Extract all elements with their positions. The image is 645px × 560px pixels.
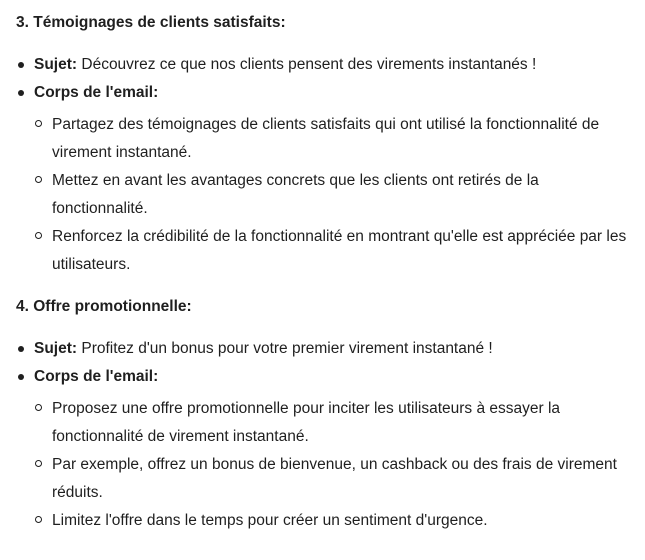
body-item <box>16 79 629 279</box>
email-details-list <box>16 51 629 279</box>
subject-item <box>16 335 629 363</box>
body-points-list <box>34 395 629 535</box>
section-heading: 3. Témoignages de clients satisfaits: <box>16 14 286 31</box>
subject-label: Sujet: <box>34 340 78 357</box>
list-item: Partagez des témoignages de clients satisfaits qui ont utilisé la fonctionnalité de virement instantané. <box>34 111 629 167</box>
body-label: Corps de l'email: <box>34 84 159 101</box>
section-heading: 4. Offre promotionnelle: <box>16 298 192 315</box>
section-testimonials <box>16 9 629 279</box>
body-item <box>16 363 629 535</box>
body-label: Corps de l'email: <box>34 368 159 385</box>
subject-item <box>16 51 629 79</box>
section-promotional-offer <box>16 293 629 535</box>
body-points-list <box>34 111 629 279</box>
list-item: Proposez une offre promotionnelle pour inciter les utilisateurs à essayer la fonctionnalité de virement instantané. <box>34 395 629 451</box>
subject-text: Profitez d'un bonus pour votre premier virement instantané ! <box>81 340 493 357</box>
list-item: Renforcez la crédibilité de la fonctionnalité en montrant qu'elle est appréciée par les utilisateurs. <box>34 223 629 279</box>
subject-text: Découvrez ce que nos clients pensent des virements instantanés ! <box>81 56 537 73</box>
list-item: Limitez l'offre dans le temps pour créer un sentiment d'urgence. <box>34 507 629 535</box>
email-details-list <box>16 335 629 535</box>
list-item: Mettez en avant les avantages concrets que les clients ont retirés de la fonctionnalité. <box>34 167 629 223</box>
list-item: Par exemple, offrez un bonus de bienvenue, un cashback ou des frais de virement réduits. <box>34 451 629 507</box>
subject-label: Sujet: <box>34 56 78 73</box>
